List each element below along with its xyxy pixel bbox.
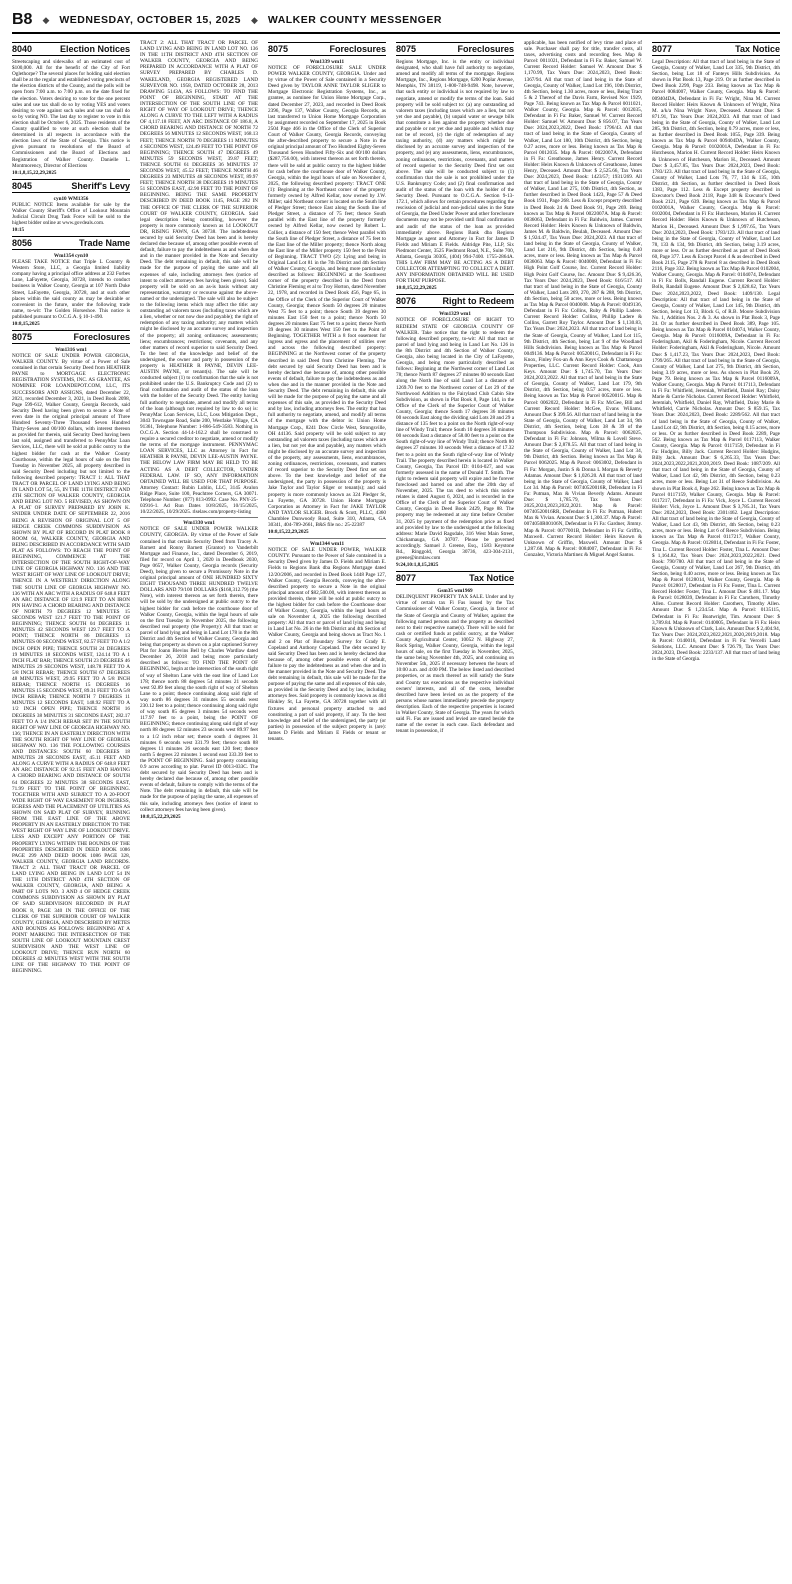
category-number: 8040 (12, 44, 33, 54)
category-name: Tax Notice (469, 573, 514, 584)
legal-notice (140, 40, 258, 515)
category-name: Sheriff's Levy (71, 180, 130, 191)
run-dates: 10:8,15,22,29,2025 (396, 285, 437, 292)
publication-id: cyn10 WM1356 (53, 195, 89, 202)
notice-body: TRACT 2: ALL THAT TRACT OR PARCEL OF LAND LYING AND BEING IN LAND LOT NO. 136 IN THE 11TH DISTRICT AND 4TH SECTION OF WALKER COUNTY, GEORGIA AND BEING PREPARED IN ACCORDANCE WITH A PLAT OF SURVEY PREPARED BY CHARLES D. WAKELAND, GEORGIA REGISTERED LAND SURVEYOR NO. 1958, DATED OCTOBER 28, 2013 DRAWING 5143A, AS FOLLOWS: TO FIND THE POINT OF BEGINNING, START AT THE INTERSECTION OF THE SOUTH LINE OF THE RIGHT OF WAY OF LOOKOUT DRIVE; THENCE ALONG A CURVE TO THE LEFT WITH A RADIUS OF 4,117.18 FEET, AN ARC DISTANCE OF 186.8, A CHORD BEARING AND DISTANCE OF NORTH 72 DEGREES 56 MINUTES 12 SECONDS WEST, 168.13 FEET; THENCE NORTH 70 DEGREES 11 MINUTES 4 SECONDS WEST, 124.49 FEET TO THE POINT OF BEGINNING; THENCE SOUTH 47 DEGREES 49 MINUTES 59 SECONDS WEST, 39.87 FEET; THENCE SOUTH 61 DEGREES 36 MINUTES 37 SECONDS WEST, 45.52 FEET; THENCE NORTH 46 DEGREES 23 MINUTES 48 SECONDS WEST, 89.97 FEET; THENCE NORTH 38 DEGREES 19 MINUTES 51 SECONDS EAST, 42.90 FEET TO THE POINT OF BEGINNING. BEING THE SAME PROPERTY DESCRIBED IN DEED BOOK 1145, PAGE 282 IN THE OFFICE OF THE CLERK OF THE SUPERIOR COURT OF WALKER COUNTY, GEORGIA. Said legal description being controlling, however the property is more commonly known as 14 LOOKOUT DR, RISING FAWN, GA 30738. The indebtedness secured by said Security Deed has been and is hereby declared due because of, among other possible events of default, failure to pay the indebtedness as and when due and in the manner provided in the Note and Security Deed. The debt remaining in default, this sale will be made for the purpose of paying the same and all expenses of sale, including attorneys fees (notice of intent to collect attorneys fees having been given). Said property will be sold on an as-is basis without any representation, warranty or recourse against the above-named or the undersigned. The sale will also be subject to the following items which may affect the title: any outstanding ad valorem taxes (including taxes which are a lien, whether or not now due and payable); the right of redemption of any taxing authority; any matters which might be disclosed by an accurate survey and inspection of the property; all zoning ordinances; assessments; liens; encumbrances; restrictions; covenants, and any other matters of record superior to said Security Deed. To the best of the knowledge and belief of the undersigned, the owner and party in possession of the property is HEATHER R PAYNE, DEVIN LEE-AUSTIN PAYNE, or tenant(s). The sale will be conducted subject (1) to confirmation that the sale is not prohibited under the U.S. Bankruptcy Code and (2) to final confirmation and audit of the status of the loan with the holder of the Security Deed. The entity having full authority to negotiate, amend and modify all terms of the loan (although not required by law to do so) is: PennyMac Loan Services, LLC, Loss Mitigation Dept., 3043 Townsgate Road, Suite 200, Westlake Village, CA 91361, Telephone Number: 1-866-549-3583. Nothing in O.C.G.A. Section 44-14-162.2 shall be construed to require a secured creditor to negotiate, amend or modify the terms of the mortgage instrument. PENNYMAC LOAN SERVICES, LLC as Attorney in Fact for HEATHER R PAYNE, DEVIN LEE-AUSTIN PAYNE. THE BELOW LAW FIRM MAY BE HELD TO BE ACTING AS A DEBT COLLECTOR, UNDER FEDERAL LAW. IF SO, ANY INFORMATION OBTAINED WILL BE USED FOR THAT PURPOSE. Attorney Contact: Rubin Lublin, LLC, 3145 Avalon Ridge Place, Suite 100, Peachtree Corners, GA 30071. Telephone Number: (877) 813-0992. Case No. PNY-25-03916-1. Ad Run Dates 10/8/2025, 10/15/2025, 10/22/2025, 10/29/2025. rlselaw.com/property-listing (140, 40, 258, 516)
classified-category-header (12, 330, 130, 344)
classified-category-header (396, 294, 514, 308)
classified-category-header (396, 42, 514, 56)
category-name: Tax Notice (735, 44, 780, 54)
legal-notice (12, 179, 130, 233)
column-6 (652, 40, 780, 1578)
classified-category-header (12, 42, 130, 56)
notice-body: NOTICE OF FORECLOSURE SALE UNDER POWER WALKER COUNTY, GEORGIA. Under and by virtue of the Power of Sale contained in a Security Deed given by TAYLOR ANNE TAYLOR SLIGER to Mortgage Electronic Registration Systems, Inc., as grantee, as nominee for Union Home Mortgage Corp., dated December 27, 2023, and recorded in Deed Book 2396, Page 137, Walker County, Georgia Records, as last transferred to Union Home Mortgage Corporation by assignment recorded on September 17, 2025 in Book 2504 Page 466 in the Office of the Clerk of Superior Court of Walker County, Georgia Records, conveying the after-described property to secure a Note in the original principal amount of Two Hundred Eighty-Seven Thousand Seven Hundred Fifty-Six and 00/100 dollars ($287,756.00), with interest thereon as set forth therein, there will be sold at public outcry to the highest bidder for cash before the courthouse door of Walker County, Georgia, within the legal hours of sale on November 4, 2025, the following described property: TRACT ONE (1): Beginning at the Northeast corner of the property formerly owned by Alfred Kellar, now owned by J.W. Miller; said Northeast corner is located on the South line of Pledger Street; thence East along the South line of Pledger Street, a distance of 75 feet; thence South parallel with the East line of the property formerly owned by Alfred Kellar, now owned by Robert L. Collier, a distance of 150 feet; thence West parallel with the South line of Pledger Street, a distance of 75 feet to the East line of the Miller property; thence North along the East line of the Miller property 150 feet to the Point of Beginning. TRACT TWO (2): Lying and being in Original Land Lot 81 in the 7th District and 4th Section of Walker County, Georgia, and being more particularly described as follows: BEGINNING at the Southwest corner of the property described in the Deed from Christine Fleming et al to Troy Horton, dated November 22, 1978, and recorded in Deed Book 456, Page 65, in the Office of the Clerk of the Superior Court of Walker County, Georgia; thence South 50 degrees 20 minutes West 75 feet to a point; thence South 39 degrees 30 minutes East 150 feet to a point; thence North 50 degrees 20 minutes East 75 feet to a point; thence North 39 degrees 30 minutes West 150 feet to the Point of Beginning. TOGETHER WITH a 8 foot easement for ingress and egress and the placement of utilities over and across the following described property: BEGINNING at the Northwest corner of the property described in said Deed from Christine Fleming. The debt secured by said Security Deed has been and is hereby declared due because of, among other possible events of default, failure to pay the indebtedness as and when due and in the manner provided in the Note and Security Deed. The debt remaining in default, this sale will be made for the purpose of paying the same and all expenses of this sale, as provided in the Security Deed and by law, including attorneys fees. The entity that has full authority to negotiate, amend, and modify all terms of the mortgage with the debtor is: Union Home Mortgage Corp., 8241 Dow Circle West, Strongsville, OH 44136. Said property will be sold subject to any outstanding ad valorem taxes (including taxes which are a lien, but not yet due and payable), any matters which might be disclosed by an accurate survey and inspection of the property, any assessments, liens, encumbrances, zoning ordinances, restrictions, covenants, and matters of record superior to the Security Deed first set out above. To the best knowledge and belief of the undersigned, the party in possession of the property is Jake Taylor and Taylor Sliger or tenant(s); and said property is more commonly known as 324 Pledger St, La Fayette, GA 30728. Union Home Mortgage Corporation as Attorney in Fact for JAKE TAYLOR AND TAYLOR SLIGER. Brock & Scott, PLLC, 4360 Chamblee Dunwoody Road, Suite 310, Atlanta, GA 30341, 404-789-2661, B&S file no.: 25-22387 (268, 65, 386, 529)
classified-category-header (12, 179, 130, 193)
category-number: 8056 (12, 238, 33, 249)
publication-id: Wm1329 wm1 (439, 311, 471, 318)
legal-notice (268, 538, 386, 742)
bullet-icon: ◆ (42, 14, 50, 25)
run-dates: 10:8,15,2025 (12, 321, 40, 327)
run-dates: 10:15 (12, 227, 25, 234)
publication-id: Gsm35 wm1969 (437, 588, 473, 595)
notice-body: Legal Description: All that tract of land being in the State of Georgia, County of Walker, Land Lot 335, 9th District, 4th Section, being Lot 18 of Fanteys Hills Subdivision. As shown in Plat Book 13, Page 219. Or as further described in Deed Book 2299, Page 233. Being known as Tax Map & Parcel 0084007, Walker County, Georgia. Map & Parcel: 009404DA, Defendant in Fi Fa: Wright, Nina M. Current Record Holder: Heirs Known & Unknown of Wright, Nina M. a/k/a Nina Wright Nave, Deceased. Amount Due: $ 871.91, Tax Years Due: 2024,2023. All that tract of land being in the State of Georgia, County of Walker, Land Lot 285, 9th District, 4th Section, being 0.79 acres, more or less, as further described in Deed Book 1055, Page 339. Being known as Tax Map & Parcel 009404DA, Walker County, Georgia. Map & Parcel: 0102001A, Defendant in Fi Fa: Hutcheson, Marion H. Current Record Holder: Heirs Known & Unknown of Hutcheson, Marion H., Deceased. Amount Due: $ 3,457.85, Tax Years Due: 2024,2023, Deed Book: 1783/123. All that tract of land being in the State of Georgia, County of Walker, Land Lots 76, 77, 134 & 135, 10th District, 4th Section, as further described in Deed Book 1383, Page 112. Less & Except property described in Executor's Deed Book 2118, Page 348 & Executor's Deed Book 2121, Page 639. Being known as Tax Map & Parcel 0102001A, Walker County, Georgia. Map & Parcel: 0102004, Defendant in Fi Fa: Hutcheson, Marion H. Current Record Holder: Heirs Known & Unknown of Hutcheson, Marion H., Deceased. Amount Due: $ 1,997.65, Tax Years Due: 2024,2023, Deed Book: 1783/123. All that tract of land being in the State of Georgia, County of Walker, Land Lot 78, 133 & 134, 9th District, 4th Section, being 3.19 acres, more or less. Or as further described as part of Deed Book 60, Page 377. Less & Except Parcel 4 & as described in Deed Book 2115, Page 278 & Parcel 8 as described in Deed Book 2116, Page 332. Being known as Tax Map & Parcel 0102004, Walker County, Georgia. Map & Parcel: 0104074, Defendant in Fi Fa: Bolls, Randall Eugene. Current Record Holder: Bolls, Randall Eugene. Amount Due: $ 2,028.62, Tax Years Due: 2024,2023,2022, Deed Book: 1409/130. Legal Description: All that tract of land being in the State of Georgia, County of Walker, Land Lot 145, 9th District, 4th Section, being Lot 13, Block G, of R.B. Moore Subdivision No. 1, Addition Nos. 2 & 3. As shown in Plat Book 3, Page 24. Or as further described in Deed Book 389, Page 105. Being known as Tax Map & Parcel 0104074, Walker County, Georgia. Map & Parcel: 0116009A, Defendant in Fi Fa: Foderingham, Akil & Foderingham, Nicole. Current Record Holder: Foderingham, Akil & Foderingham, Nicole. Amount Due: $ 1,417.23, Tax Years Due: 2024,2023, Deed Book: 1799/265. All that tract of land being in the State of Georgia, County of Walker, Land Lot 275, 9th District, 4th Section, being 3.19 acres, more or less. As shown in Plat Book 29, Page 79. Being known as Tax Map & Parcel 0116009A, Walker County, Georgia. Map & Parcel: 0117113, Defendant in Fi Fa: Whitfield, Jeremiah, Whitfield, Daniel Ray; Daisy Marie & Carrie Nicholas. Current Record Holder: Whitfield, Jeremiah, Whitfield, Daniel Ray, Whitfield, Daisy Marie & Whitfield, Carrie Nicholas. Amount Due: $ 859.15, Tax Years Due: 2024,2023, Deed Book: 2289/562. All that tract of land being in the State of Georgia, County of Walker, Land Lot 42, 9th District, 4th Section, being 0.15 acres, more or less. Or as further described in Deed Book 2289, Page 562. Being known as Tax Map & Parcel 0117113, Walker County, Georgia. Map & Parcel: 0117159, Defendant in Fi Fa: Hudgins, Billy Jack. Current Record Holder: Hudgins, Billy Jack. Amount Due: $ 6,265.33, Tax Years Due: 2024,2023,2022,2021,2020,2019. Deed Book: 1087/209. All that tract of land being in the State of Georgia, County of Walker, Land Lot 42, 9th District, 4th Section, being 0.23 acres, more or less. Being Lot 31 of Reece Subdivision. As shown in Plat Book 4, Page 262. Being known as Tax Map & Parcel 0117159, Walker County, Georgia. Map & Parcel: 0117217, Defendant in Fi Fa: Vick, Joyce L. Current Record Holder: Vick, Joyce L. Amount Due: $ 3,785.31, Tax Years Due: 2024,2023, Deed Book: 2301/462. Legal Description: All that tract of land being in the State of Georgia, County of Walker, Land Lot 43, 9th District, 4th Section, being 0.23 acres, more or less. Being Lot 6 of Reece Subdivision. Being known as Tax Map & Parcel 0117217, Walker County, Georgia. Map & Parcel: 0128014, Defendant in Fi Fa: Foster, Tina L. Current Record Holder: Foster, Tina L. Amount Due: $ 1,164.82, Tax Years Due: 2024,2023,2022,2021. Deed Book: 790/780. All that tract of land being in the State of Georgia, County of Walker, Land Lot 267, 9th District, 4th Section, being 0.40 acres, more or less. Being known as Tax Map & Parcel 0128014, Walker County, Georgia. Map & Parcel: 0128017, Defendant in Fi Fa: Foster, Tina L. Current Record Holder: Foster, Tina L. Amount Due: $ 481.17. Map & Parcel: 0128039, Defendant in Fi Fa: Carothers, Timothy Allen. Current Record Holder: Carothers, Timothy Allen. Amount Due: $ 1,234.54. Map & Parcel: 0135115, Defendant in Fi Fa: Boatwright, Tim. Amount Due: $ 3,789.84. Map & Parcel: 0140005, Defendant in Fi Fa: Heirs Known & Unknown of Clark, Lois. Amount Due: $ 2,404.94, Tax Years Due: 2024,2023,2022,2021,2020,2019,2018. Map & Parcel: 0140016, Defendant in Fi Fa: Vercelli Land Solutions, LLC. Amount Due: $ 726.79, Tax Years Due: 2024,2023, Deed Book: 2233/137. All that tract of land being in the State of Georgia. (652, 59, 780, 663)
notice-body: applicable, has been notified of levy time and place of sale. Purchaser shall pay for title, transfer costs, all taxes, advertising costs and recording fees. Map & Parcel: 0011021, Defendant in Fi Fa: Baker, Samuel W. Current Record Holder: Samuel W. Amount Due: $ 1,170.99, Tax Years Due: 2024,2023, Deed Book: 1367/94. All that tract of land being in the State of Georgia, County of Walker, Land Lot 196, 10th District, 4th Section, being 1.30 acres, more or less, Being Tract 5 & 2 Thereof of the Davis Farm, Revised Nov 1929, Page 743. Being known as Tax Map & Parcel 0011021, Walker County, Georgia. Map & Parcel: 0012035, Defendant in Fi Fa: Baker, Samuel W. Current Record Holder: Samuel W. Amount Due: $ 856.07, Tax Years Due: 2024,2023,2022, Deed Book: 1796/43. All that tract of land being in the State of Georgia, County of Walker, Land Lot 180, 10th District, 4th Section, being 0.27 acres, more or less. Being known as Tax Map & Parcel 0012035. Map & Parcel: 0022007A, Defendant in Fi Fa: Greathouse, James Henry. Current Record Holder: Heirs Known & Unknown of Greathouse, James Henry, Deceased. Amount Due: $ 2,525.66, Tax Years Due: 2024,2023, Deed Book: 1423/57; 1931/269. All that tract of land being in the State of Georgia, County of Walker, Land Lot 275, 10th District, 4th Section, as further described in Deed Book 1423, Page 57 & Deed Book 1931, Page 268. Less & Except property described in Deed Book 24 & Deed Book 91, Page 269. Being known as Tax Map & Parcel 0022007A. Map & Parcel: 0036063, Defendant in Fi Fa: Baldwin, James. Current Record Holder: Heirs Known & Unknown of Baldwin, James M. & Baldwin, Beulah, Deceased. Amount Due: $ 1,924.47, Tax Years Due: 2024,2023. All that tract of land being in the State of Georgia, County of Walker, Land Lot 216, 9th District, 4th Section, being 0.40 acres, more or less. Being known as Tax Map & Parcel 0036063. Map & Parcel: 0040008, Defendant in Fi Fa: High Point Golf Course, Inc. Current Record Holder: High Point Golf Course, Inc. Amount Due: $ 9,426.36, Tax Years Due: 2024,2023, Deed Book: 616/517. All that tract of land being in the State of Georgia, County of Walker, Land Lots 269, 270, 287 & 288, 9th District, 4th Section, being 50 acres, more or less. Being known as Tax Map & Parcel 0040008. Map & Parcel: 0049136, Defendant in Fi Fa: Collins, Ruby & Phillip Ladere. Current Record Holder: Collins, Phillip Ladere & Collins, Garrett Roy Taylor. Amount Due: $ 1,130.83, Tax Years Due: 2024,2023. All that tract of land being in the State of Georgia, County of Walker, Land Lot 115, 9th District, 4th Section, being Lot 9 of the Woodland Hills Subdivision. Being known as Tax Map & Parcel 0049136. Map & Parcel: 0052001G, Defendant in Fi Fa: Knox, Finley Fox-an & Ann Keys Cook & Chattanooga Properties, LLC. Current Record Holder: Cook, Ann Keys. Amount Due: $ 1,745.70, Tax Years Due: 2024,2023,2022. All that tract of land being in the State of Georgia, County of Walker, Land Lot 179, 9th District, 4th Section, being 0.57 acres, more or less. Being known as Tax Map & Parcel 0052001G. Map & Parcel: 0062022, Defendant in Fi Fa: McGee, Bill and Current Record Holder: McGee, Evans Wiliams. Amount Due: $ 399.56. All that tract of land being in the State of Georgia, County of Walker, Land Lot 34, 9th District, 4th Section, being Lots 38 & 39 of the Thompson Subdivision. Map & Parcel: 0062025, Defendant in Fi Fa: Johnson, Wilma & Lovell Steve. Amount Due: $ 2,878.55. All that tract of land being in the State of Georgia, County of Walker, Land Lot 34, 9th District, 4th Section. Being known as Tax Map & Parcel 0062025. Map & Parcel: 0063002, Defendant in Fi Fa: Morgan, Justin S & Donna L Morgan & Beverly Adamas. Amount Due: $ 1,026.20. All that tract of land being in the State of Georgia, County of Walker, Land Lot 34. Map & Parcel: 00740520016R, Defendant in Fi Fa: Putman, Max & Vivian Beverly Adams. Amount Due: $ 1,785.79, Tax Years Due: 2025,2024,2023,2022,2021. Map & Parcel: 00740520016RR, Defendant in Fi Fa: Putman, Hubert Max & Vivian. Amount Due: $ 1,300.37. Map & Parcel: 0074050R00106N, Defendant in Fi Fa: Gardner, Jimmy. Map & Parcel: 0077001B, Defendant in Fi Fa: Griffin, Maxwell. Current Record Holder: Heirs Known & Unknown of Griffin, Maxwell. Amount Due: $ 1,287.68. Map & Parcel: 0084007, Defendant in Fi Fa: Gonzalez, Victoria Martinez & Miguel Angel Santos. (524, 40, 642, 558)
category-number: 8075 (268, 44, 289, 54)
classified-category-header (268, 42, 386, 56)
bullet-icon: ◆ (250, 14, 258, 25)
category-name: Foreclosures (329, 44, 386, 54)
category-name: Foreclosures (457, 44, 514, 54)
legal-notice (140, 517, 258, 819)
publication-id: Wm1316 wm1 (55, 347, 87, 353)
category-number: 8075 (396, 44, 417, 54)
column-5 (524, 40, 642, 1578)
category-name: Right to Redeem (442, 296, 514, 307)
run-dates: 10:1,8,15,22,29,2025 (12, 169, 57, 176)
category-number: 8075 (12, 332, 33, 342)
page-number: B8 (12, 11, 33, 28)
publication-id: Wm1354 cyn10 (53, 253, 89, 260)
column-3 (268, 40, 386, 1578)
notice-body: NOTICE OF SALE UNDER POWER GEORGIA, WALKER COUNTY. By virtue of a Power of Sale contained in that certain Security Deed from HEATHER PAYNE to MORTGAGE ELECTRONIC REGISTRATION SYSTEMS, INC. AS GRANTEE, AS NOMINEE FOR LOANDEPOT.COM, LLC, ITS SUCCESSORS AND ASSIGNS, dated December 22, 2021, recorded December 3, 2021, in Deed Book 2098, Page 599-612, Walker County, Georgia Records, said Security Deed having been given to secure a Note of even date in the original principal amount of Three Hundred Seventy-Three Thousand Seven Hundred Thirty-Seven and 00/100 dollars, with interest thereon as provided for therein, said Security Deed having been last sold, assigned and transferred to PennyMac Loan Services, LLC, there will be sold at public outcry to the highest bidder for cash at the Walker County Courthouse, within the legal hours of sale on the first Tuesday in November 2025, all property described in said Security Deed including but not limited to the following described property: TRACT 1: ALL THAT TRACT OR PARCEL OF LAND LYING AND BEING IN LAND LOT 54, 55, IN THE 11TH DISTRICT AND 4TH SECTION OF WALKER COUNTY, GEORGIA AND BEING LOT NO. 5 REVISED, AS SHOWN ON A PLAT OF SURVEY PREPARED BY JOHN K. SNIDER UNDER DATE OF SEPTEMBER 22, 2016 BEING A REVISION OF ORIGINAL LOT 5 OF HEDGE CREEK COMMONS SUBDIVISION AS SHOWN BY PLAT OF RECORD IN PLAT BOOK 8 ROOM 64, WALKER COUNTY, GEORGIA AND BEING DESCRIBED IN ACCORDANCE WITH SAID PLAT AS FOLLOWS: TO REACH THE POINT OF BEGINNING, COMMENCE AT THE INTERSECTION OF THE SOUTH RIGHT-OF-WAY LINE OF GEORGIA HIGHWAY NO. 136 AND THE WEST RIGHT OF WAY LINE OF LOOKOUT DRIVE; THENCE IN A WESTERLY DIRECTION ALONG THE SOUTH LINE OF GEORGIA HIGHWAY NO. 136 WITH AN ARC WITH A RADIUS OF 648.8 FEET AN ARC DISTANCE OF 121.9 FEET TO AN IRON PIN HAVING A CHORD BEARING AND DISTANCE OF NORTH 79 DEGREES 12 MINUTES 15 SECONDS WEST 121.7 FEET TO THE POINT OF BEGINNING; THENCE SOUTH 04 DEGREES 11 MINUTES 42 SECONDS WEST 129.7 FEET TO A POINT; THENCE NORTH 86 DEGREES 13 MINUTES 00 SECONDS WEST, 82.57 FEET TO A 1/2 INCH OPEN PIPE; THENCE SOUTH 24 DEGREES 19 MINUTES 18 SECONDS WEST, 124.14 TO A 1 INCH FLAT BAR; THENCE SOUTH 23 DEGREES 46 MINUTES 29 SECONDS WEST, 148.78 FEET TO A 5/8 INCH REBAR; THENCE SOUTH 67 DEGREES 48 MINUTES WEST, 29.95 FEET TO A 5/8 INCH REBAR; THENCE NORTH 15 DEGREES 16 MINUTES 15 SECONDS WEST, 89.31 FEET TO A 5/8 INCH REBAR; THENCE NORTH 7 DEGREES 11 MINUTES 12 SECONDS EAST, 148.92 FEET TO A 1/2 INCH OPEN PIPE; THENCE NORTH 16 DEGREES 38 MINUTES 31 SECONDS EAST, 282.17 FEET TO A 1/4 INCH REBAR SET IN THE SOUTH RIGHT OF WAY LINE OF GEORGIA HIGHWAY NO. 136; THENCE IN AN EASTERLY DIRECTION WITH THE SOUTH RIGHT OF WAY LINE OF GEORGIA HIGHWAY NO. 136 THE FOLLOWING COURSES AND DISTANCES: SOUTH 60 DEGREES 18 MINUTES 28 SECONDS EAST, 45.11 FEET AND ALONG A CURVE WITH A RADIUS OF 648.8 FEET AN ARC DISTANCE OF 92.15 FEET AND HAVING A CHORD BEARING AND DISTANCE OF SOUTH 64 DEGREES 22 MINUTES 38 SECONDS EAST, 71.99 FEET TO THE POINT OF BEGINNING. TOGETHER WITH AND SUBJECT TO A 20-FOOT WIDE RIGHT OF WAY EASEMENT FOR INGRESS, EGRESS AND THE PLACEMENT OF UTILITIES AS SHOWN ON SAID PLAT OF SURVEY, RUNNING FROM THE EAST LINE OF THE ABOVE PROPERTY IN AN EASTERLY DIRECTION TO THE WEST RIGHT OF WAY LINE OF LOOKOUT DRIVE. LESS AND EXCEPT ANY PORTION OF THE PROPERTY LYING WITHIN THE BOUNDS OF THE PROPERTIES DESCRIBED IN DEED BOOK 1086 PAGE 299 AND DEED BOOK 1086 PAGE 328, WALKER COUNTY, GEORGIA LAND RECORDS. TRACT 2: ALL THAT TRACT OR PARCEL OF LAND LYING AND BEING IN LAND LOT 54 IN THE 11TH DISTRICT AND 4TH SECTION OF WALKER COUNTY, GEORGIA, AND BEING A PART OF LOTS NO. 3 AND 4 OF HEDGE CREEK COMMONS SUBDIVISION AS SHOWN BY PLAT OF SAID SUBDIVISION RECORDED IN PLAT BOOK 8, PAGE 340 IN THE OFFICE OF THE CLERK OF THE SUPERIOR COURT OF WALKER COUNTY, GEORGIA, AND DESCRIBED BY METES AND BOUNDS AS FOLLOWS: BEGINNING AT A POINT MARKING THE INTERSECTION OF THE SOUTH LINE OF LOOKOUT MOUNTAIN CREST SUBDIVISION AND THE WEST LINE OF LOOKOUT DRIVE; THENCE RUN NORTH 60 DEGREES 42 MINUTES WEST WITH THE SOUTH LINE OF THE HIGHWAY TO THE POINT OF BEGINNING. (12, 353, 130, 975)
notice-body: Regions Mortgage, Inc. is the entity or individual designated, who shall have full authority to negotiate, amend and modify all terms of the mortgage. Regions Mortgage, Inc., Regions Mortgage, 6200 Poplar Avenue, Memphis, TN 38119, 1-800-748-9498. Note, however, that such entity or individual is not required by law to negotiate, amend or modify the terms of the loan. Said property will be sold subject to: (a) any outstanding ad valorem taxes (including taxes which are a lien, but not yet due and payable), (b) unpaid water or sewage bills that constitute a lien against the property whether due and payable or not yet due and payable and which may not be of record, (c) the right of redemption of any taxing authority, (d) any matters which might be disclosed by an accurate survey and inspection of the property, and (e) any assessments, liens, encumbrances, zoning ordinances, restrictions, covenants, and matters of record superior to the Security Deed first set out above. The sale will be conducted subject to (1) confirmation that the sale is not prohibited under the U.S. Bankruptcy Code; and (2) final confirmation and audit of the status of the loan with the holder of the Security Deed. Pursuant to O.C.G.A. Section 9-13-172.1, which allows for certain procedures regarding the rescission of judicial and non-judicial sales in the State of Georgia, the Deed Under Power and other foreclosure documents may not be provided until final confirmation and audit of the status of the loan as provided immediately above. Regions Bank dba Regions Mortgage as agent and Attorney in Fact for James D Fields and Miriam E Fields. Aldridge Pite, LLP, Six Piedmont Center, 3525 Piedmont Road, N.E., Suite 700, Atlanta, Georgia 30305, (404) 994-7400. 1755-2864A. THIS LAW FIRM MAY BE ACTING AS A DEBT COLLECTOR ATTEMPTING TO COLLECT A DEBT. ANY INFORMATION OBTAINED WILL BE USED FOR THAT PURPOSE. (396, 59, 514, 285)
column-2 (140, 40, 258, 1578)
notice-divider (140, 517, 258, 518)
notice-body: DELINQUENT PROPERTY TAX SALE. Under and by virtue of certain tax Fi Fas issued by the Tax Commissioner of Walker County, Georgia, in favor of the State of Georgia and County of Walker, against the following named persons and the property as described next to their respective name(s). There will be sold for cash or certified funds at public outcry, at the Walker County Agricultural Center, 10052 N. Highway 27, Rock Spring, Walker County, Georgia, within the legal hours of sale, on the first Tuesday in November, 2025, the same being November 4th, 2025, and continuing on November 5th, 2025 if necessary between the hours of 10:00 a.m. and 4:00 PM. The below listed and described properties, or as much thereof as will satisfy the State and County tax executions as the respective individual owners' interests, and all of the costs, hereafter described have been levied on as the property of the persons whose names immediately precede the property description. Each of the respective properties is located in Walker County, State of Georgia. The years for which said Fi. Fas are issued and levied are stated beside the name of the owner in each case. Each defendant and tenant in possession, if (396, 594, 514, 735)
notice-divider (268, 538, 386, 539)
newspaper-name: WALKER COUNTY MESSENGER (267, 14, 442, 26)
category-number: 8077 (652, 44, 673, 54)
notice-body: PUBLIC NOTICE Items available for sale by the Walker County Sheriff's Office of Lookout Mountain Judicial Circuit Drug Task Force will be sold to the highest bidder online at www.govdeals.com. (12, 201, 130, 226)
legal-notice (524, 40, 642, 558)
notice-body: NOTICE OF FORECLOSURE OF RIGHT TO REDEEM STATE OF GEORGIA COUNTY OF WALKER. Take notice that the right to redeem the following described property, to-wit: All that tract or parcel of land lying and being in Land Lot No. 126 in the 8th District and 4th Section of Walker County, Georgia, also being located in the City of LaFayette, Georgia, and being more particularly described as follows: Beginning at the Northwest corner of Land Lot 78; thence North 87 degrees 27 minutes 00 seconds East along the North line of said Land Lot a distance of 1269.70 feet to the Northwest corner of Lot 29 of the Northwood Addition to the Fairyland Club Cabin Site Subdivision, as shown in Plat Book 8, Page 144, in the Office of the Clerk of the Superior Court of Walker County, Georgia; thence South 17 degrees 36 minutes 00 seconds East along the dividing said Lots 28 and 29 a distance of 135 feet to a point on the North right-of-way line of Windy Trail; thence South 10 degrees 36 minutes 00 seconds East a distance of 58.00 feet to a point on the South right-of-way line of Windy Trail; thence North 80 degrees 27 minutes 10 seconds West a distance of 17.32 feet to a point on the South right-of-way line of Windy Trail. The property described herein is located in Walker County, Georgia, Tax Parcel ID: 0104-027, and was formerly assessed in the name of Donald T. Smith. The right to redeem said property will expire and be forever foreclosed and barred on and after the 20th day of November, 2025. The tax deed to which this notice relates is dated August 6, 2024, and is recorded in the Office of the Clerk of the Superior Court of Walker County, Georgia in Deed Book 2429, Page 88. The property may be redeemed at any time before October 31, 2025 by payment of the redemption price as fixed and provided by law to the undersigned at the following address: Marie David Ragsdale, 316 West Main Street, Chickamauga, GA 30707. Please be governed accordingly. Samuel J. Greene, Esq., 1583 Keystone Rd., Ringgold, Georgia 30736, 423-304-2131, greene@inrnlaw.com (396, 317, 514, 562)
legal-notice (268, 42, 386, 535)
legal-notice (396, 294, 514, 568)
legal-notice (396, 42, 514, 291)
column-1 (12, 40, 130, 1578)
category-number: 8045 (12, 180, 33, 191)
classified-category-header (652, 42, 780, 56)
notice-body: Streetscaping and sidewalks of an estimated cost of $100,000. All for the benefit of the City of Fort Oglethorpe? The several places for holding said election shall be at the regular and established voting precincts of the election districts of the County, and the polls will be open from 7:00 a.m. to 7:00 p.m. on the date fixed for the election. Voters desiring to vote for the one percent sales and use tax shall do so by voting YES and voters desiring to vote against such sales and use tax shall do so by voting NO. The last day to register to vote in this election shall be October 6, 2025. Those residents of the County qualified to vote at such election shall be determined in all respects in accordance with the election laws of the State of Georgia. This notice is given pursuant to resolutions of the Board of Commissioners and the Board of Elections and Registration of Walker County. Danielle L. Montmorency, Director of Elections (12, 59, 130, 169)
run-dates: 10:8,15,22,29,2025 (268, 529, 309, 536)
category-name: Election Notices (59, 44, 130, 54)
notice-body: PLEASE TAKE NOTICE that Triple L Country & Western Store, LLC, a Georgia limited liability company having a principal office address at 232 Forbes Lane, LaFayette, Georgia, 30728, intends to conduct business in Walker County, Georgia at 107 North Duke Street, LaFayette, Georgia, 30728, and at such other places within the said county as may be desirable or convenient in the future, under the following trade name, to-wit: The Golden Horseshoe. This notice is published pursuant to O.C.G.A. § 10-1-490. (12, 259, 130, 320)
legal-notice (12, 236, 130, 327)
run-dates: 10:8,15,22,29,2025 (140, 813, 181, 820)
publication-id: Wm1344 wm11 (309, 541, 345, 548)
category-number: 8077 (396, 573, 417, 584)
legal-notice (12, 42, 130, 176)
issue-date: WEDNESDAY, OCTOBER 15, 2025 (59, 14, 241, 26)
legal-notice (12, 330, 130, 975)
category-number: 8076 (396, 296, 417, 307)
category-name: Trade Name (78, 238, 130, 249)
publication-id: Wm1330 wm1 (183, 520, 215, 527)
notice-body: NOTICE OF SALE UNDER POWER, WALKER COUNTY. Pursuant to the Power of Sale contained in a Security Deed given by James D. Fields and Miriam E. Fields to Regions Bank dba Regions Mortgage dated 12/20/2006, and recorded in Deed Book 1448 Page 127, Walker County, Georgia Records, conveying the after-described property to secure a Note in the original principal amount of $82,500.00, with interest thereon as provided therein, there will be sold at public outcry to the highest bidder for cash before the Courthouse door of Walker County, Georgia, within the legal hours of sale on November 4, 2025 the following described property: All that tract or parcel of land lying and being in Land Lot No. 26 in the 8th District and 4th Section of Walker County, Georgia and being shown as Tract No. 1 and 2 on Plat of Boundary Survey for Grady E. Copeland and Anthony Copeland. The debt secured by said Security Deed has been and is hereby declared due because of, among other possible events of default, failure to pay the indebtedness as and when due and in the manner provided in the Note and Security Deed. The debt remaining in default, this sale will be made for the purpose of paying the same and all expenses of this sale, as provided in the Security Deed and by law, including attorneys fees. Said property is commonly known as 404 Hinkley St, La Fayette, GA 30728 together with all fixtures and personal property attached to and constituting a part of said property, if any. To the best knowledge and belief of the undersigned, the party (or parties) in possession of the subject property is (are): James D Fields and Miriam E Fields or tenant or tenants. (268, 547, 386, 743)
column-4 (396, 40, 514, 1578)
classified-category-header (396, 571, 514, 585)
run-dates: 9:24,10:1,8,15,2025 (396, 562, 439, 569)
legal-notice (652, 42, 780, 662)
notice-body: NOTICE OF SALE UNDER POWER WALKER COUNTY, GEORGIA. By virtue of the Power of Sale contained in that certain Security Deed from Tracey A. Barnett and Ronny Barnett (Grantor) to Vanderbilt Mortgage and Finance, Inc., dated December 6, 2019, filed for record on April 1, 2020 in Deedbook 2030, Page 0657, Walker County, Georgia records (Security Deed), being given to secure a Promissory Note in the original principal amount of ONE HUNDRED SIXTY EIGHT THOUSAND THREE HUNDRED TWELVE DOLLARS AND 79/100 DOLLARS ($168,312.79) (the Note), with interest thereon as set forth therein, there will be sold by the undersigned at public outcry to the highest bidder for cash before the courthouse door of Walker County, Georgia, within the legal hours of sale on the first Tuesday in November 2025, the following described real property (the Property): All that tract or parcel of land lying and being in Land Lot 178 in the 8th District and 4th Section of Walker County, Georgia and being that property as shown on a plat captioned Survey Plat for Joann Blevins Bell by Charles Wardlaw dated December 26, 2018 and being more particularly described as follows: TO FIND THE POINT OF BEGINNING, begin at the intersection of the south right of way of Shelton Lane with the east line of Land Lot 178; thence north 88 degrees 54 minutes 21 seconds west 92.89 feet along the south right of way of Shelton Lane to a point; thence continuing along said right of way north 86 degrees 31 minutes 55 seconds west 230.12 feet to a point; thence continuing along said right of way south 85 degrees 3 minutes 54 seconds west 117.97 feet to a point, being the POINT OF BEGINNING; thence continuing along said right of way north 88 degrees 12 minutes 23 seconds west 89.97 feet to a 1/2 inch rebar set; thence south 4 degrees 31 minutes 6 seconds west 331.79 feet; thence south 88 degrees 11 minutes 26 seconds east 120 feet; thence north 5 degrees 22 minutes 1 second east 333.39 feet to the POINT OF BEGINNING. Said property containing 0.9 acres according to plat. Parcel ID 0013-033C. The debt secured by said Security Deed has been and is hereby declared due because of, among other possible events of default, failure to comply with the terms of the Note. The debt remaining in default, this sale will be made for the purpose of paying the same, all expenses of this sale, including attorneys fees (notice of intent to collect attorneys fees having been given). (140, 526, 258, 813)
legal-notice (396, 571, 514, 734)
classified-category-header (12, 236, 130, 250)
publication-id: Wm1339 wm11 (309, 59, 345, 65)
masthead (12, 8, 780, 34)
category-name: Foreclosures (73, 332, 130, 342)
